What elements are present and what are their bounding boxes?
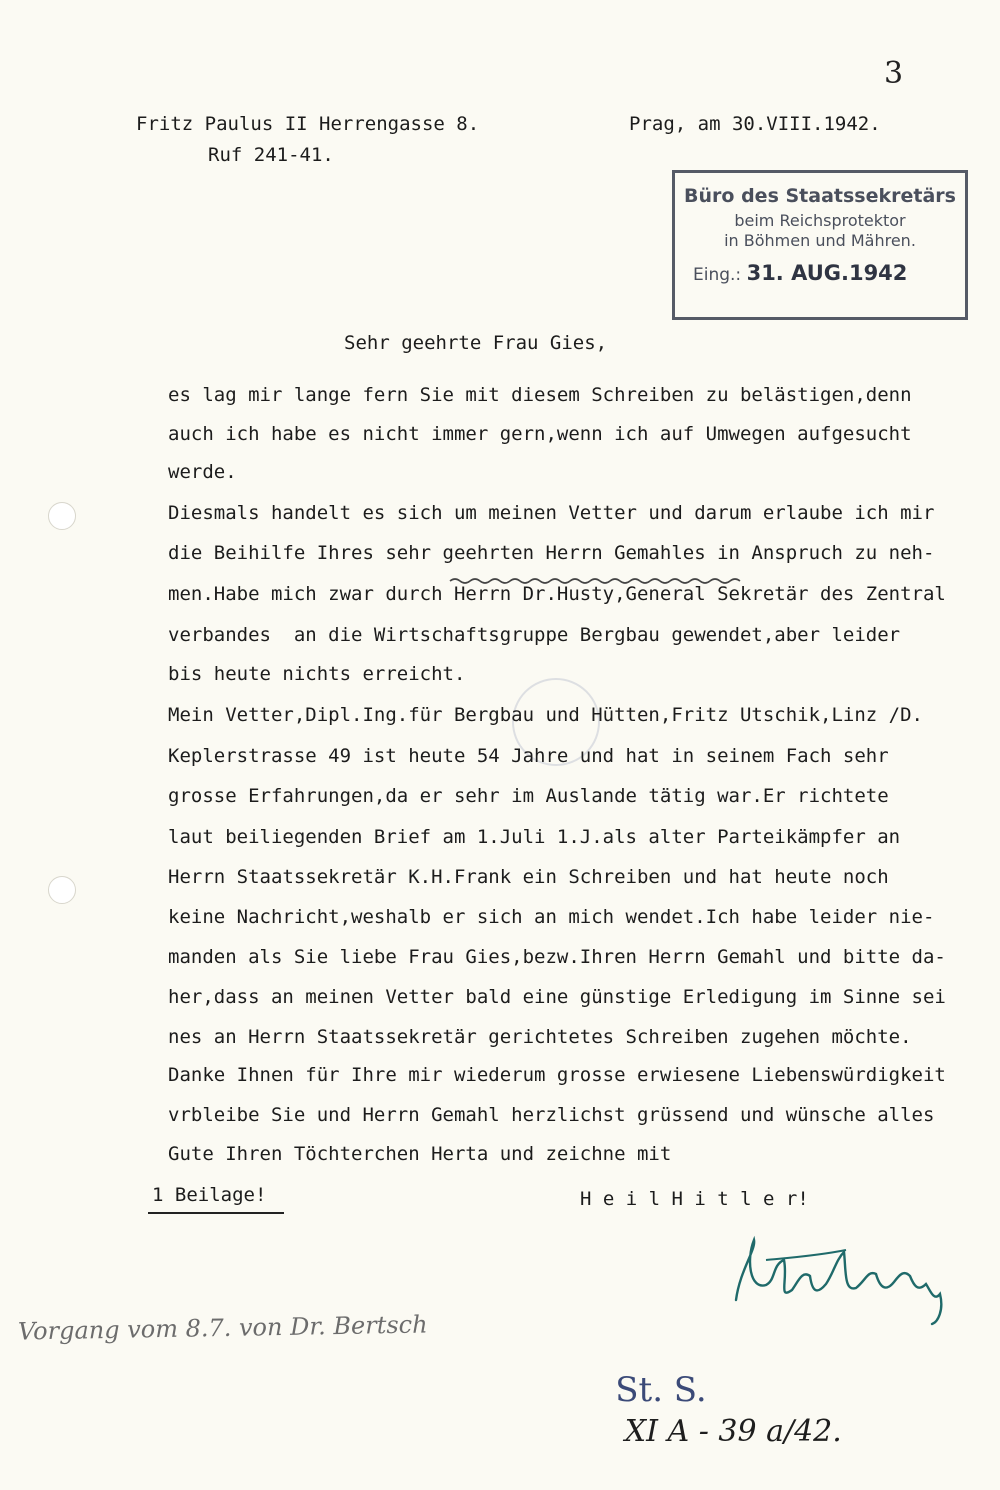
body-line: keine Nachricht,weshalb er sich an mich wendet.Ich habe leider nie-	[168, 906, 935, 928]
stamp-line-2: beim Reichsprotektor	[734, 211, 906, 230]
received-stamp	[672, 170, 968, 320]
body-line: Danke Ihnen für Ihre mir wiederum grosse erwiesene Liebenswürdigkeit	[168, 1064, 946, 1086]
stamp-line-3: in Böhmen und Mähren.	[724, 231, 916, 250]
sender-address: Fritz Paulus II Herrengasse 8.	[136, 113, 480, 135]
file-reference	[572, 1330, 842, 1490]
wavy-underline	[450, 576, 740, 586]
enclosure-note: 1 Beilage!	[152, 1184, 267, 1206]
stamp-received-line	[675, 261, 983, 285]
body-line: grosse Erfahrungen,da er sehr im Auslande tätig war.Er richtete	[168, 785, 889, 807]
body-line: die Beihilfe Ihres sehr geehrten Herrn Gemahles in Anspruch zu neh-	[168, 542, 935, 564]
salutation: Sehr geehrte Frau Gies,	[344, 332, 608, 354]
page-number: 3	[884, 56, 904, 91]
place-date: Prag, am 30.VIII.1942.	[629, 113, 881, 135]
handwritten-margin-note: Vorgang vom 8.7. von Dr. Bertsch	[17, 1310, 428, 1346]
body-line: Diesmals handelt es sich um meinen Vetter und darum erlaube ich mir	[168, 502, 935, 524]
body-line: her,dass an meinen Vetter bald eine günstige Erledigung im Sinne sei	[168, 986, 946, 1008]
punch-hole-top	[48, 502, 76, 530]
body-line: Herrn Staatssekretär K.H.Frank ein Schreiben und hat heute noch	[168, 866, 889, 888]
body-line: auch ich habe es nicht immer gern,wenn ich auf Umwegen aufgesucht	[168, 423, 912, 445]
body-line: Gute Ihren Töchterchen Herta und zeichne mit	[168, 1143, 672, 1165]
file-reference-stamp: St. S.	[615, 1370, 707, 1410]
enclosure-underline	[148, 1212, 284, 1214]
sender-phone: Ruf 241-41.	[208, 144, 334, 166]
body-line: manden als Sie liebe Frau Gies,bezw.Ihren Herrn Gemahl und bitte da-	[168, 946, 946, 968]
body-line: es lag mir lange fern Sie mit diesem Schreiben zu belästigen,denn	[168, 384, 912, 406]
body-line: laut beiliegenden Brief am 1.Juli 1.J.als alter Parteikämpfer an	[168, 826, 901, 848]
body-line: vrbleibe Sie und Herrn Gemahl herzlichst grüssend und wünsche alles	[168, 1104, 935, 1126]
body-line: men.Habe mich zwar durch Herrn Dr.Husty,General Sekretär des Zentral	[168, 583, 946, 605]
body-line: werde.	[168, 461, 237, 483]
body-line: nes an Herrn Staatssekretär gerichtetes Schreiben zugehen möchte.	[168, 1026, 912, 1048]
punch-hole-bottom	[48, 876, 76, 904]
handwritten-signature	[726, 1230, 956, 1330]
stamp-received-label: Eing.:	[693, 265, 742, 285]
body-line: verbandes an die Wirtschaftsgruppe Bergbau gewendet,aber leider	[168, 624, 901, 646]
body-line: Mein Vetter,Dipl.Ing.für Bergbau und Hütten,Fritz Utschik,Linz /D.	[168, 704, 923, 726]
closing: H e i l H i t l e r!	[580, 1188, 809, 1210]
stamp-received-date: 31. AUG.1942	[746, 261, 908, 285]
body-line: Keplerstrasse 49 ist heute 54 Jahre und hat in seinem Fach sehr	[168, 745, 889, 767]
stamp-line-1: Büro des Staatssekretärs	[684, 185, 956, 207]
file-reference-handwritten: XI A - 39 a/42.	[615, 1414, 842, 1449]
body-line: bis heute nichts erreicht.	[168, 663, 466, 685]
